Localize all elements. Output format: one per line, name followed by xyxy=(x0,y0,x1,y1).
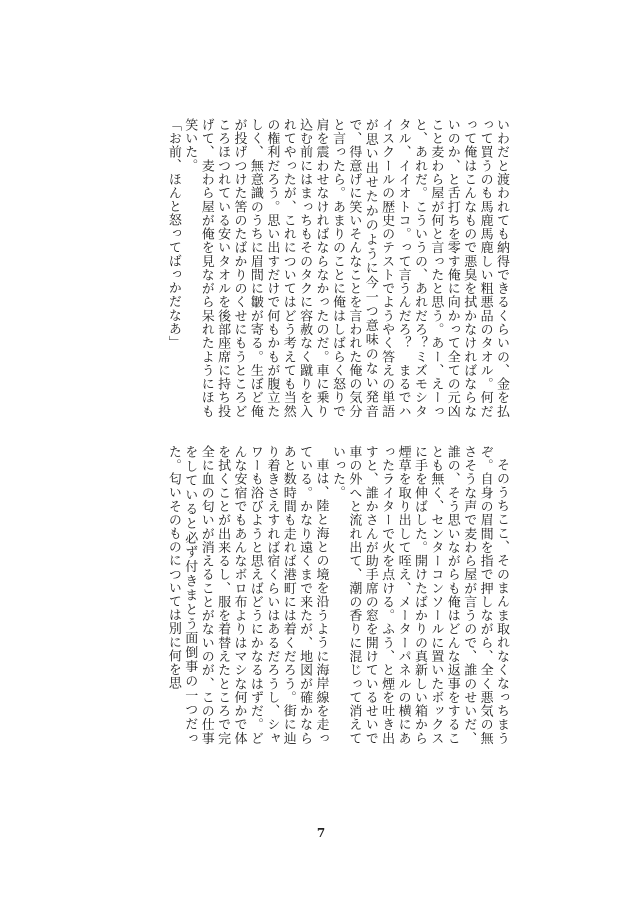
lower-paragraph-1: そのうちここ、そのまんま取れなくなっちまうぞ。自身の眉間を指で押しながら、全く悪気の無さそうな声で麦わら屋が言うので、誰のせいだ、誰の、そう思いながらも俺はどんな返事をすることも無く、センターコンソールに置いたボックスに手を伸ばした。開けたばかりの真新しい箱から煙草を取り出して咥え、メーターパネルの横にあったライターで火を点ける。ふう、と煙を吐き出すと、誰かさんが助手席の窓を開けているせいで車の外へと流れ出て、潮の香りに混じって消えていった。 xyxy=(329,445,509,745)
upper-text-block xyxy=(133,118,509,418)
upper-paragraph-2-dialogue: 「お前、ほんと怒ってばっかだなあ」 xyxy=(165,118,181,350)
upper-paragraph-1: いわだと渡われても納得できるくらいの、金を払って買うのも馬鹿馬鹿しい粗悪品のタオル。何だって俺はこんなもので悪臭を拭かなければならないのか、と舌打ちを零す俺に向かって全ての元凶こと麦わら屋が何と言ったと思う。あー、えーっと、あれだ。こういうの、あれだろ？ミズモシタタル、イイオトコ。って言うんだろ？ まるでハイスクールの歴史のテストでようやく答えの単語が思い出せたかのように今一つ意味のない発音で、得意げに笑いそんなことを言われた俺の気分と言ったら。あまりのことに俺はしばらく怒りで肩を震わせなければならなかったのだ。車に乗り込む前にはまっちもそのタクに容赦なく蹴りを入れてやったが、これについてはどう考えても当然の権利だろう。思い出すだけで何もかもが腹立たしく、無意識のうちに眉間に皺が寄る。生ぼど俺が投げつけた筈のたばかりのくせにもうところどころほつれている安いタオルを後部座席に持ち投げて、麦わら屋が俺を見ながら呆れたようにほも笑いた。 xyxy=(182,118,509,418)
lower-paragraph-2: 車は、陸と海との境を沿うように海岸線を走っている。かなり遠くまで来たが、地図が確かならあと数時間も走れば港町には着くだろう。街に辿り着きさえすれば宿くらいはあるだろうし、シャワーも浴びようと思えばどうにかなるはずだ。どんな安宿でもあんなボロ布よりはマシな何かで体を拭くことが出来るし、服を着替えたところで完全に血の匂いが消えることがないのが、この仕事をしていると必ず付きまとう面倒事の一つだった。匂いそのものについては別に何を思 xyxy=(165,445,329,745)
lower-text-block xyxy=(133,445,509,745)
page-number: 7 xyxy=(316,826,326,840)
